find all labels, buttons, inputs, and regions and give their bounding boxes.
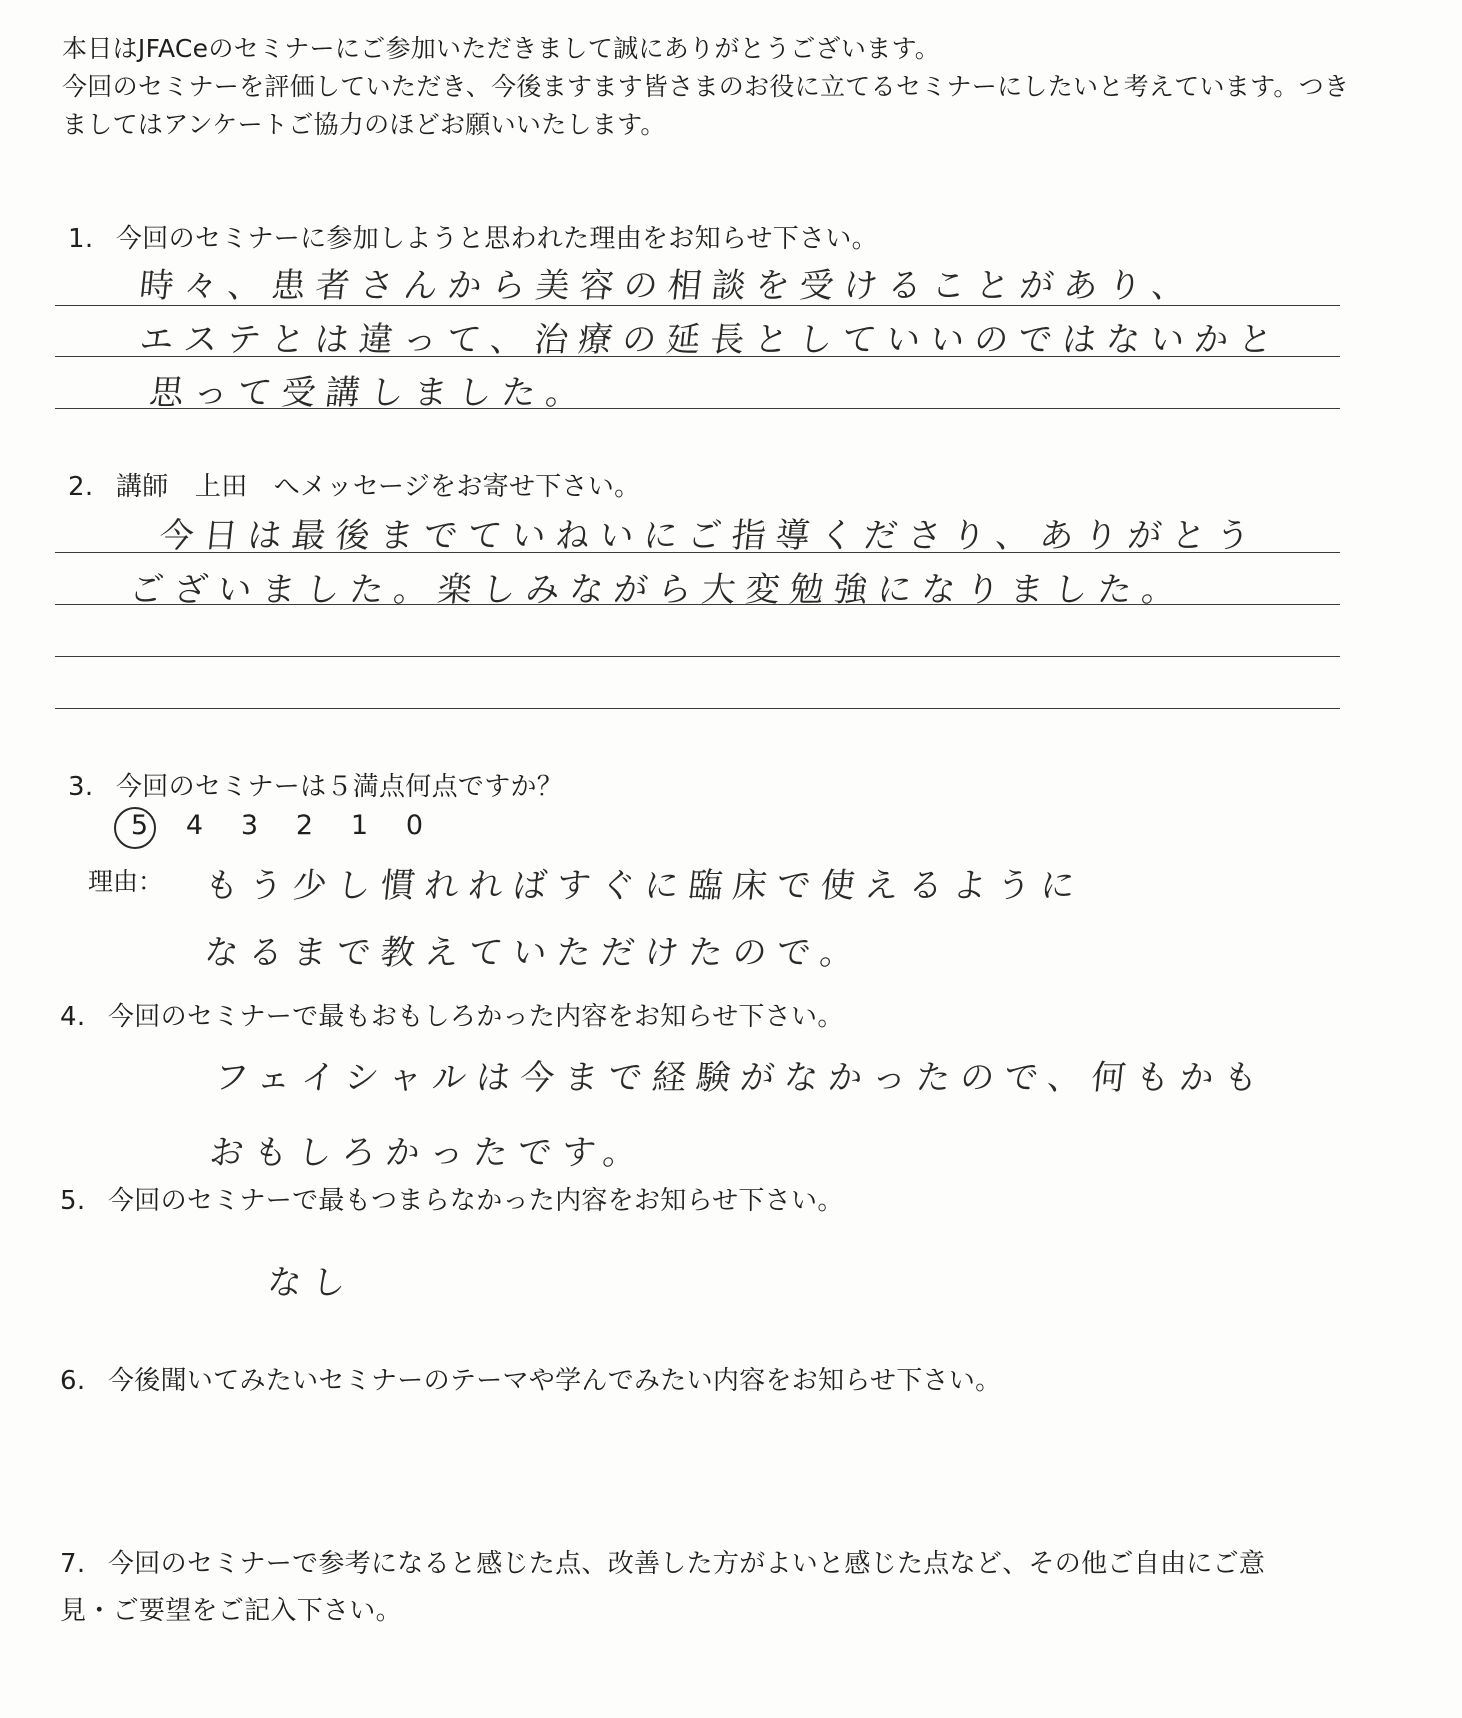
question-4 <box>60 996 844 1033</box>
question-1-text: 今回のセミナーに参加しようと思われた理由をお知らせ下さい。 <box>116 224 878 254</box>
score-options <box>112 810 442 841</box>
score-option-5[interactable]: 5 <box>130 810 149 841</box>
answer-3-line-1: もう少し慣れればすぐに臨床で使えるように <box>202 866 1087 906</box>
answer-rule <box>55 604 1340 605</box>
answer-rule <box>55 552 1340 553</box>
question-5 <box>60 1180 844 1217</box>
answer-rule <box>55 305 1340 306</box>
answer-rule <box>55 356 1340 357</box>
score-option-2[interactable]: 2 <box>295 810 314 841</box>
answer-5-line-1: なし <box>265 1263 358 1303</box>
question-3 <box>68 766 563 803</box>
question-4-text: 今回のセミナーで最もおもしろかった内容をお知らせ下さい。 <box>108 1002 844 1032</box>
reason-label: 理由： <box>88 867 164 896</box>
question-6-number: 6. <box>60 1366 86 1396</box>
answer-2-line-2: ございました。楽しみながら大変勉強になりました。 <box>127 570 1188 610</box>
question-7-text-line-1: 今回のセミナーで参考になると感じた点、改善した方がよいと感じた点など、その他ご自由にご意 <box>108 1549 1266 1579</box>
question-7 <box>60 1543 1265 1580</box>
intro-line-1: 本日はJFACeのセミナーにご参加いただきまして誠にありがとうございます。 <box>62 34 941 63</box>
question-2-text: 講師 上田 へメッセージをお寄せ下さい。 <box>116 472 641 502</box>
answer-2-line-1: 今日は最後までていねいにご指導くださり、ありがとう <box>157 516 1262 556</box>
question-4-number: 4. <box>60 1002 86 1032</box>
answer-1-line-3: 思って受講しました。 <box>147 373 592 413</box>
question-2 <box>68 466 640 503</box>
answer-4-line-2: おもしろかったです。 <box>207 1133 650 1173</box>
answer-1-line-1: 時々、患者さんから美容の相談を受けることがあり、 <box>137 266 1198 306</box>
question-6 <box>60 1360 1001 1397</box>
question-7-continued <box>60 1590 402 1627</box>
intro-line-2: 今回のセミナーを評価していただき、今後ますます皆さまのお役に立てるセミナーにしたいと考えています。つき <box>62 72 1350 101</box>
question-7-text-line-2: 見・ご要望をご記入下さい。 <box>60 1596 402 1626</box>
answer-rule <box>55 656 1340 657</box>
answer-4-line-1: フェイシャルは今まで経験がなかったので、何もかも <box>212 1058 1270 1098</box>
intro-line-3: ましてはアンケートご協力のほどお願いいたします。 <box>62 110 666 139</box>
question-5-text: 今回のセミナーで最もつまらなかった内容をお知らせ下さい。 <box>108 1186 844 1216</box>
score-option-3[interactable]: 3 <box>240 810 259 841</box>
answer-rule <box>55 708 1340 709</box>
score-option-4[interactable]: 4 <box>185 810 204 841</box>
question-3-number: 3. <box>68 772 94 802</box>
question-2-number: 2. <box>68 472 94 502</box>
score-option-1[interactable]: 1 <box>350 810 369 841</box>
intro-text <box>62 30 1362 144</box>
answer-rule <box>55 408 1340 409</box>
question-1-number: 1. <box>68 224 94 254</box>
question-1 <box>68 218 878 255</box>
question-3-text: 今回のセミナーは５満点何点ですか？ <box>116 772 564 802</box>
answer-1-line-2: エステとは違って、治療の延長としていいのではないかと <box>137 320 1285 360</box>
answer-3-line-2: なるまで教えていただけたので。 <box>202 933 867 973</box>
score-option-0[interactable]: 0 <box>405 810 424 841</box>
question-7-number: 7. <box>60 1549 86 1579</box>
question-6-text: 今後聞いてみたいセミナーのテーマや学んでみたい内容をお知らせ下さい。 <box>108 1366 1002 1396</box>
question-5-number: 5. <box>60 1186 86 1216</box>
